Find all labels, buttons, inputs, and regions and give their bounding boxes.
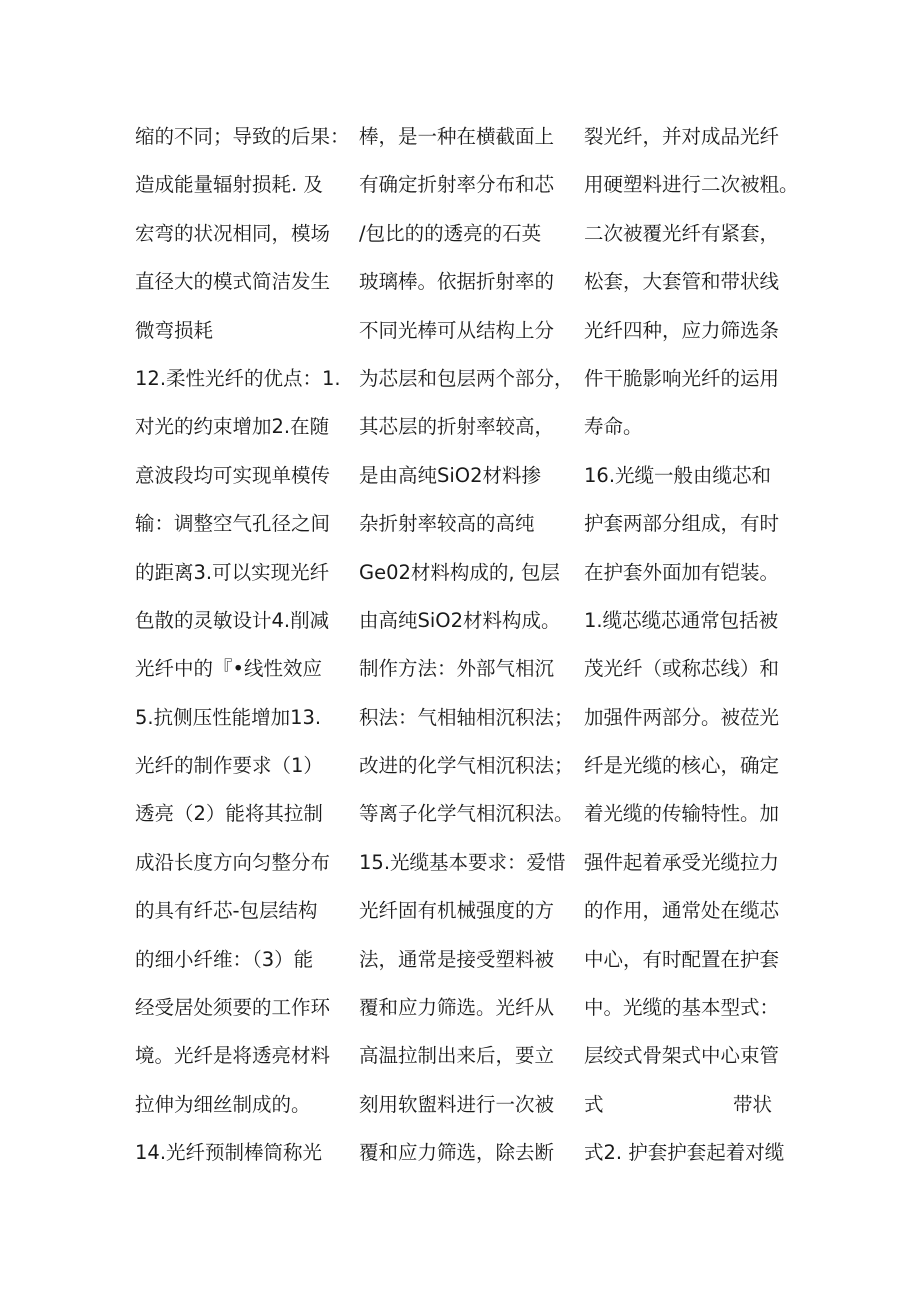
text-line: 用硬塑料进行二次被粗。 xyxy=(584,173,799,197)
text-line: 成沿长度方向匀整分布 xyxy=(135,850,331,874)
text-line: 的具有纤芯-包层结构 xyxy=(135,899,318,923)
text-line: 的距离3.可以实现光纤 xyxy=(135,560,330,584)
text-line: 加强件两部分。被莅光 xyxy=(584,705,780,729)
text-line: 微弯损耗 xyxy=(135,318,214,342)
text-line: 着光缆的传输特性。加 xyxy=(584,802,780,826)
text-line: 等离子化学气相沉积法。 xyxy=(359,802,574,826)
text-line: 14.光纤预制棒筒称光 xyxy=(135,1141,323,1165)
text-line: 造成能量辐射损耗. 及 xyxy=(135,173,323,197)
text-line: 光纤中的『•线性效应 xyxy=(135,657,323,681)
text-line: 由高纯SiO2材料构成。 xyxy=(359,608,561,632)
text-line: 式2. 护套护套起着对缆 xyxy=(584,1141,785,1165)
text-line: /包比的的透亮的石英 xyxy=(359,221,542,245)
text-line: 是由高纯SiO2材料掺 xyxy=(359,463,542,487)
text-line-justified xyxy=(584,1081,772,1129)
text-line: 输：调整空气孔径之间 xyxy=(135,512,331,536)
text-line: 意波段均可实现单模传 xyxy=(135,463,331,487)
text-line: 制作方法：外部气相沉 xyxy=(359,657,555,681)
text-line: 1.缆芯缆芯通常包括被 xyxy=(584,608,779,632)
text-line: 色散的灵敏设计4.削减 xyxy=(135,608,330,632)
text-line: 件干脆影响光纤的运用 xyxy=(584,366,780,390)
text-line: 积法：气相轴相沉积法； xyxy=(359,705,574,729)
text-line: 为芯层和包层两个部分， xyxy=(359,366,574,390)
text-line: 刻用软盥料进行一次被 xyxy=(359,1092,555,1116)
text-line: 棒，是一种在横截面上 xyxy=(359,125,555,148)
text-line: 高温拉制出来后，要立 xyxy=(359,1044,555,1068)
text-line: 强件起着承受光缆拉力 xyxy=(584,850,780,874)
text-line: 的细小纤维：（3）能 xyxy=(135,947,314,971)
text-line: 在护套外面加有铠装。 xyxy=(584,560,780,584)
text-line: 寿命。 xyxy=(584,415,643,439)
text-line: 拉伸为细丝制成的。 xyxy=(135,1092,311,1116)
text-fragment: 式 xyxy=(584,1092,604,1116)
text-line: 纤是光缆的核心，确定 xyxy=(584,754,780,778)
text-line: 境。光纤是将透亮材料 xyxy=(135,1044,331,1068)
text-column-2 xyxy=(359,113,577,1178)
text-line: 护套两部分组成，有时 xyxy=(584,512,780,536)
text-line: 16.光缆一般由缆芯和 xyxy=(584,463,772,487)
text-line: 中。光缆的基本型式： xyxy=(584,996,780,1020)
text-line: 法，通常是接受塑料被 xyxy=(359,947,555,971)
text-line: 裂光纤，并对成品光纤 xyxy=(584,125,780,148)
text-line: 玻璃棒。依据折射率的 xyxy=(359,270,555,294)
text-line: 12.柔性光纤的优点：1. xyxy=(135,366,341,390)
text-line: 改进的化学气相沉积法； xyxy=(359,754,574,778)
text-line: 15.光缆基本要求：爱惜 xyxy=(359,850,566,874)
text-line: 对光的约束增加2.在随 xyxy=(135,415,330,439)
text-line: 宏弯的状况相同，模场 xyxy=(135,221,331,245)
text-line: 覆和应力筛选。光纤从 xyxy=(359,996,555,1020)
text-line: 光纤固有机械强度的方 xyxy=(359,899,555,923)
text-column-3 xyxy=(584,113,799,1178)
text-line: 有确定折射率分布和芯 xyxy=(359,173,555,197)
text-line: 覆和应力筛选，除去断 xyxy=(359,1141,555,1165)
text-line: 松套，大套管和带状线 xyxy=(584,270,780,294)
text-line: 杂折射率较高的高纯 xyxy=(359,512,535,536)
text-line: 茂光纤（或称芯线）和 xyxy=(584,657,780,681)
text-line: 缩的不同；导致的后果： xyxy=(135,125,350,148)
text-line: 经受居处须要的工作环 xyxy=(135,996,331,1020)
text-line: 光纤的制作要求（1） xyxy=(135,754,323,778)
text-fragment: 带状 xyxy=(732,1092,772,1116)
text-line: 二次被覆光纤有紧套， xyxy=(584,221,780,245)
text-column-1 xyxy=(135,113,350,1178)
text-line: 中心，有时配置在护套 xyxy=(584,947,780,971)
text-line: 层绞式骨架式中心束管 xyxy=(584,1044,780,1068)
text-line: Ge02材料构成的, 包层 xyxy=(359,560,560,584)
text-line: 不同光棒可从结构上分 xyxy=(359,318,555,342)
text-line: 直径大的模式简洁发生 xyxy=(135,270,331,294)
text-line: 的作用，通常处在缆芯 xyxy=(584,899,780,923)
text-line: 5.抗侧压性能增加13. xyxy=(135,705,322,729)
text-line: 透亮（2）能将其拉制 xyxy=(135,802,323,826)
text-line: 其芯层的折射率较高， xyxy=(359,415,555,439)
text-line: 光纤四种，应力筛选条 xyxy=(584,318,780,342)
